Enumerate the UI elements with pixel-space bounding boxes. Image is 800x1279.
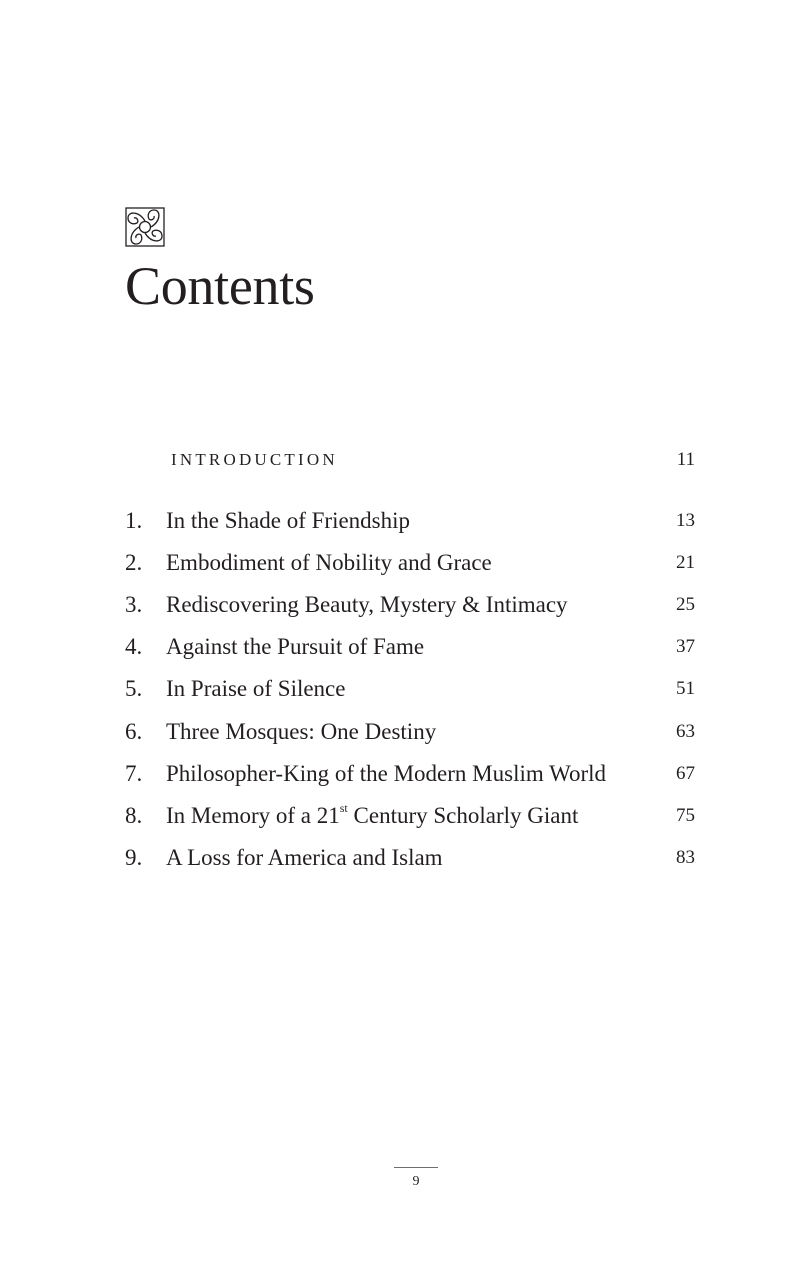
toc-entry-number: 3. [125,592,143,617]
toc-entry-title: In Praise of Silence [166,676,346,701]
toc-entry-number: 8. [125,803,143,828]
page-title: Contents [125,256,315,316]
toc-entry-chapter-1[interactable] [125,506,695,536]
toc-entry-title-start: In Memory of a 21 [166,803,340,828]
toc-entry-title: A Loss for America and Islam [166,845,443,870]
toc-entry-page: 83 [676,847,695,868]
toc-entry-chapter-2[interactable] [125,548,695,578]
toc-entry-page: 51 [676,678,695,699]
page-number: 9 [412,1174,420,1189]
toc-entry-title: Against the Pursuit of Fame [166,634,425,659]
toc-entry-number: 5. [125,676,143,701]
toc-entry-number: 4. [125,634,143,659]
toc-entry-page: 37 [676,636,695,657]
toc-entry-title: Philosopher-King of the Modern Muslim World [166,761,606,786]
toc-entry-chapter-5[interactable] [125,674,695,704]
folio-rule [394,1167,438,1168]
toc-entry-number: 9. [125,845,143,870]
toc-entry-number: 2. [125,550,143,575]
toc-entry-title [166,801,578,831]
toc-entry-chapter-7[interactable] [125,759,695,789]
toc-entry-title: Three Mosques: One Destiny [166,719,437,744]
toc-entry-title: INTRODUCTION [171,450,338,469]
toc-entry-number: 6. [125,719,143,744]
toc-entry-number: 7. [125,761,143,786]
toc-entry-chapter-6[interactable] [125,717,695,747]
toc-entry-number: 1. [125,508,143,533]
toc-entry-title: Embodiment of Nobility and Grace [166,550,492,575]
toc-entry-introduction[interactable] [125,445,695,475]
toc-entry-chapter-8[interactable] [125,801,695,831]
toc-entry-page: 13 [676,510,695,531]
toc-entry-page: 75 [676,805,695,826]
toc-entry-page: 67 [676,763,695,784]
toc-entry-page: 21 [676,552,695,573]
toc-entry-title: Rediscovering Beauty, Mystery & Intimacy [166,592,568,617]
ordinal-suffix: st [339,801,348,816]
toc-entry-title: In the Shade of Friendship [166,508,411,533]
toc-entry-title-end: Century Scholarly Giant [347,803,579,828]
toc-entry-page: 11 [676,449,695,470]
toc-entry-page: 63 [676,721,695,742]
toc-entry-page: 25 [676,594,695,615]
toc-entry-chapter-3[interactable] [125,590,695,620]
toc-entry-chapter-4[interactable] [125,632,695,662]
toc-entry-chapter-9[interactable] [125,843,695,873]
